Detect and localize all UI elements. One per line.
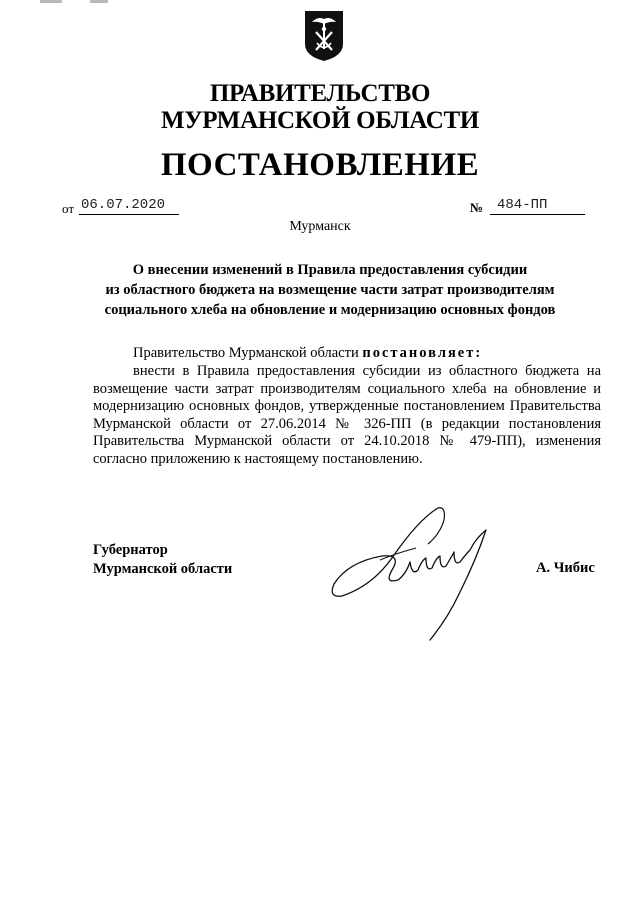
document-subject — [90, 260, 570, 320]
subject-line: из областного бюджета на возмещение части затрат производителям — [105, 282, 555, 298]
subject-line: О внесении изменений в Правила предоставления субсидии — [132, 262, 528, 278]
number-label: № — [470, 200, 484, 215]
handwritten-signature-icon — [320, 500, 530, 650]
subject-line: социального хлеба на обновление и модернизацию основных фондов — [104, 302, 556, 318]
coat-of-arms-icon — [304, 10, 344, 62]
city: Мурманск — [289, 219, 351, 234]
date-value: 06.07.2020 — [81, 197, 166, 213]
signer-title-line2: Мурманской области — [93, 561, 233, 577]
resolution-paragraph: внести в Правила предоставления субсидии из областного бюджета на возмещение части затрат производителям социального хлеба на обновление и модернизацию основных фондов, утвержденные постановлением Правительства Мурманской области от 27.06.2014 № 326-ПП (в редакции постановления Правительства Мурманской области от 24.10.2018 № 479-ПП), изменения согласно приложению к настоящему постановлению. — [93, 363, 601, 467]
document-type: ПОСТАНОВЛЕНИЕ — [160, 147, 480, 183]
resolves-word: постановляет: — [362, 345, 483, 361]
preamble-text: Правительство Мурманской области — [133, 345, 359, 361]
organization-name — [0, 80, 640, 134]
preamble — [133, 345, 603, 363]
number-underline — [490, 214, 585, 215]
signer-title — [93, 541, 232, 579]
organization-name-line1: ПРАВИТЕЛЬСТВО — [209, 80, 431, 107]
date-underline — [79, 214, 179, 215]
scan-artifact — [90, 0, 108, 3]
signer-name: А. Чибис — [536, 560, 595, 576]
scan-artifact — [40, 0, 62, 3]
date-label: от — [62, 201, 75, 216]
signer-title-line1: Губернатор — [93, 542, 168, 558]
number-value: 484-ПП — [497, 197, 548, 213]
organization-name-line2: МУРМАНСКОЙ ОБЛАСТИ — [160, 107, 480, 134]
